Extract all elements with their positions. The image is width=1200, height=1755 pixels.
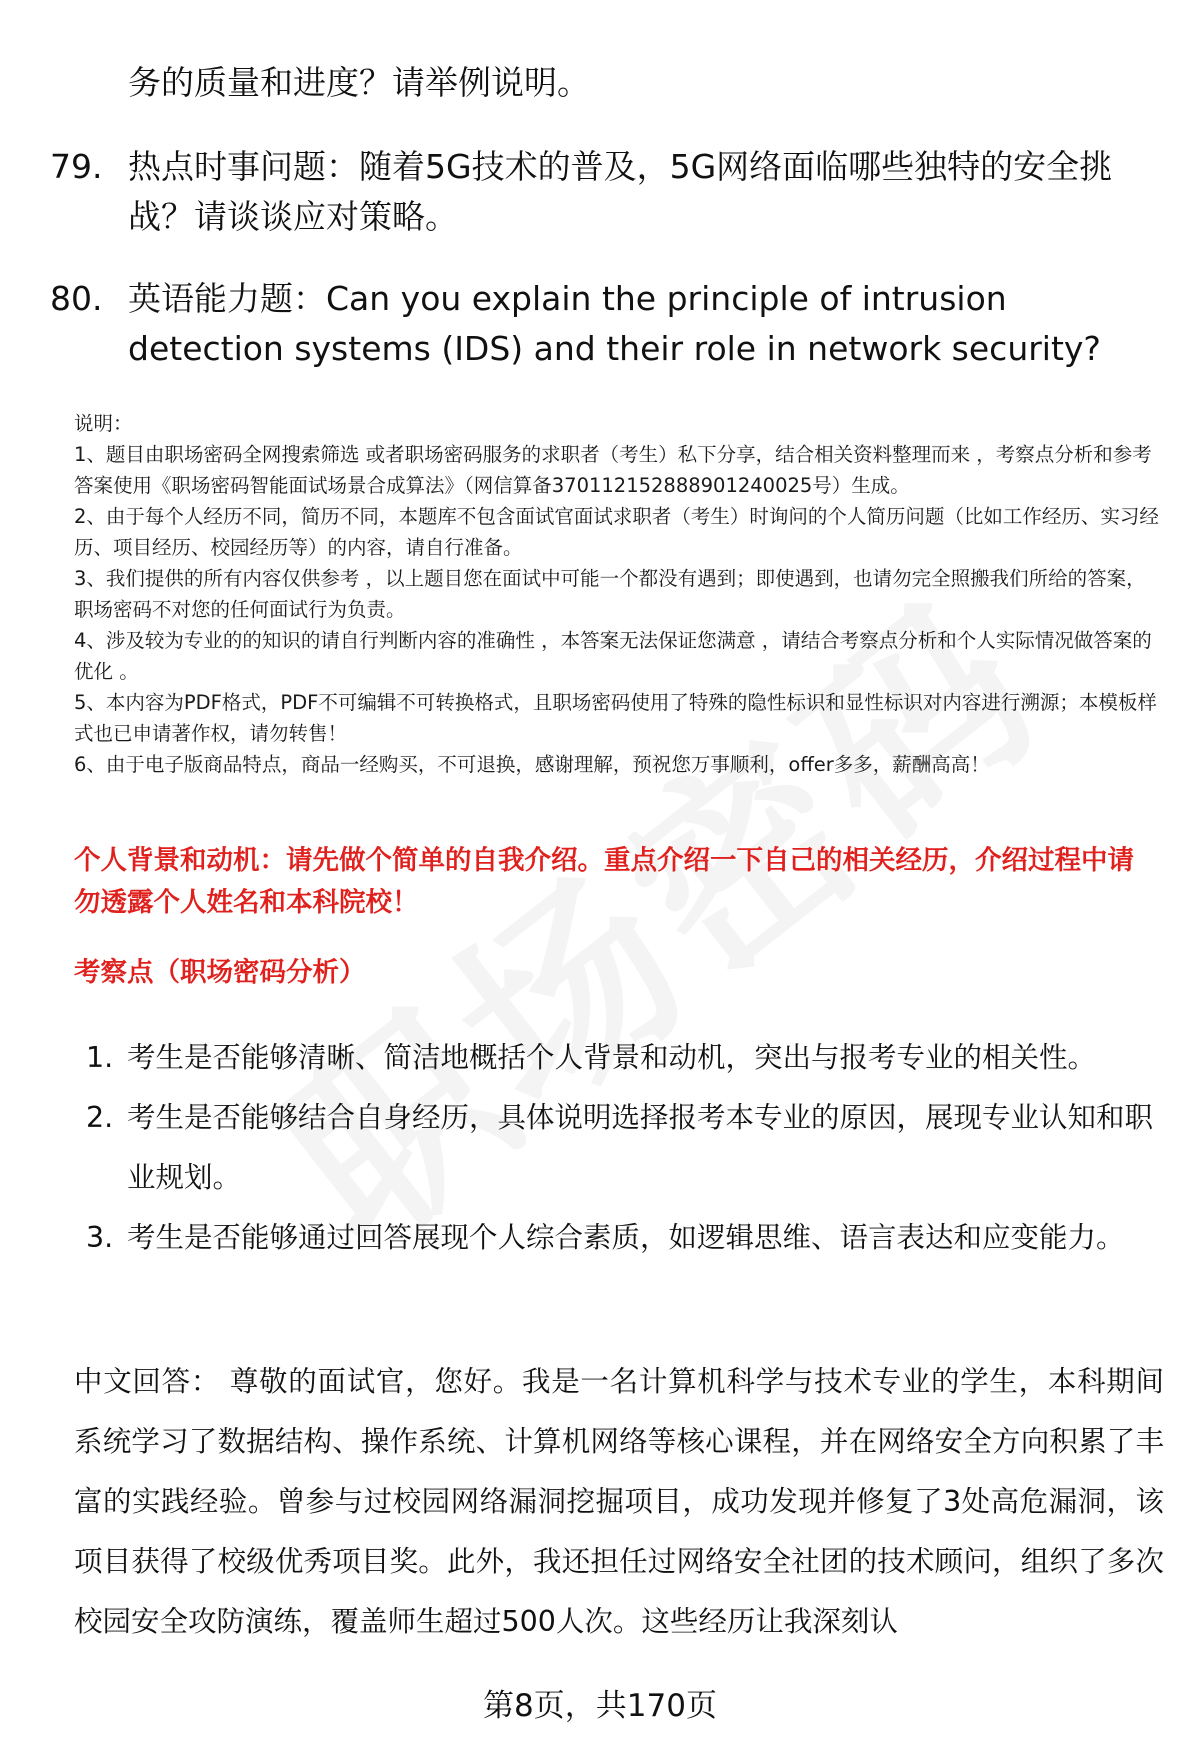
notes-section bbox=[74, 408, 1164, 780]
notes-heading: 说明： bbox=[74, 412, 133, 435]
question-number: 80. bbox=[50, 279, 103, 318]
question-79 bbox=[50, 142, 1140, 242]
question-text: 热点时事问题：随着5G技术的普及，5G网络面临哪些独特的安全挑战？请谈谈应对策略。 bbox=[128, 147, 1113, 236]
list-item-number: 2. bbox=[86, 1101, 114, 1134]
list-item-number: 1. bbox=[86, 1041, 114, 1074]
question-78-continuation: 务的质量和进度？请举例说明。 bbox=[128, 63, 590, 102]
note-item: 3、我们提供的所有内容仅供参考 ，以上题目您在面试中可能一个都没有遇到；即使遇到，也请勿完全照搬我们所给的答案，职场密码不对您的任何面试行为负责。 bbox=[74, 567, 1146, 621]
kaochadian-heading: 考察点（职场密码分析） bbox=[74, 957, 366, 988]
question-text: 英语能力题：Can you explain the principle of intrusion detection systems (IDS) and their role in network security? bbox=[128, 279, 1101, 368]
list-item-text: 考生是否能够清晰、简洁地概括个人背景和动机，突出与报考专业的相关性。 bbox=[127, 1041, 1097, 1074]
note-item: 5、本内容为PDF格式，PDF不可编辑不可转换格式，且职场密码使用了特殊的隐性标识和显性标识对内容进行溯源；本模板样式也已申请著作权，请勿转售！ bbox=[74, 691, 1157, 745]
question-number: 79. bbox=[50, 147, 103, 186]
list-item-number: 3. bbox=[86, 1221, 114, 1254]
question-80 bbox=[50, 274, 1140, 374]
list-item bbox=[74, 1208, 1154, 1268]
list-item bbox=[74, 1088, 1154, 1208]
page-footer: 第8页，共170页 bbox=[483, 1688, 717, 1724]
kaochadian-list bbox=[74, 1028, 1154, 1268]
list-item-text: 考生是否能够通过回答展现个人综合素质，如逻辑思维、语言表达和应变能力。 bbox=[127, 1221, 1125, 1254]
chinese-answer: 中文回答： 尊敬的面试官，您好。我是一名计算机科学与技术专业的学生，本科期间系统学习了数据结构、操作系统、计算机网络等核心课程，并在网络安全方向积累了丰富的实践经验。曾参与过校园网络漏洞挖掘项目，成功发现并修复了3处高危漏洞，该项目获得了校级优秀项目奖。此外，我还担任过网络安全社团的技术顾问，组织了多次校园安全攻防演练，覆盖师生超过500人次。这些经历让我深刻认 bbox=[74, 1365, 1164, 1638]
intro-question: 个人背景和动机：请先做个简单的自我介绍。重点介绍一下自己的相关经历，介绍过程中请勿透露个人姓名和本科院校！ bbox=[74, 845, 1134, 918]
note-item: 2、由于每个人经历不同，简历不同，本题库不包含面试官面试求职者（考生）时询问的个人简历问题（比如工作经历、实习经历、项目经历、校园经历等）的内容，请自行准备。 bbox=[74, 505, 1159, 559]
list-item-text: 考生是否能够结合自身经历，具体说明选择报考本专业的原因，展现专业认知和职业规划。 bbox=[127, 1101, 1154, 1194]
note-item: 1、题目由职场密码全网搜索筛选 或者职场密码服务的求职者（考生）私下分享，结合相关资料整理而来 ，考察点分析和参考答案使用《职场密码智能面试场景合成算法》（网信算备370112152888901240025号）生成。 bbox=[74, 443, 1152, 497]
note-item: 6、由于电子版商品特点，商品一经购买，不可退换，感谢理解，预祝您万事顺利，offer多多，薪酬高高！ bbox=[74, 753, 990, 776]
list-item bbox=[74, 1028, 1154, 1088]
note-item: 4、涉及较为专业的的知识的请自行判断内容的准确性 ，本答案无法保证您满意 ，请结合考察点分析和个人实际情况做答案的优化 。 bbox=[74, 629, 1152, 683]
